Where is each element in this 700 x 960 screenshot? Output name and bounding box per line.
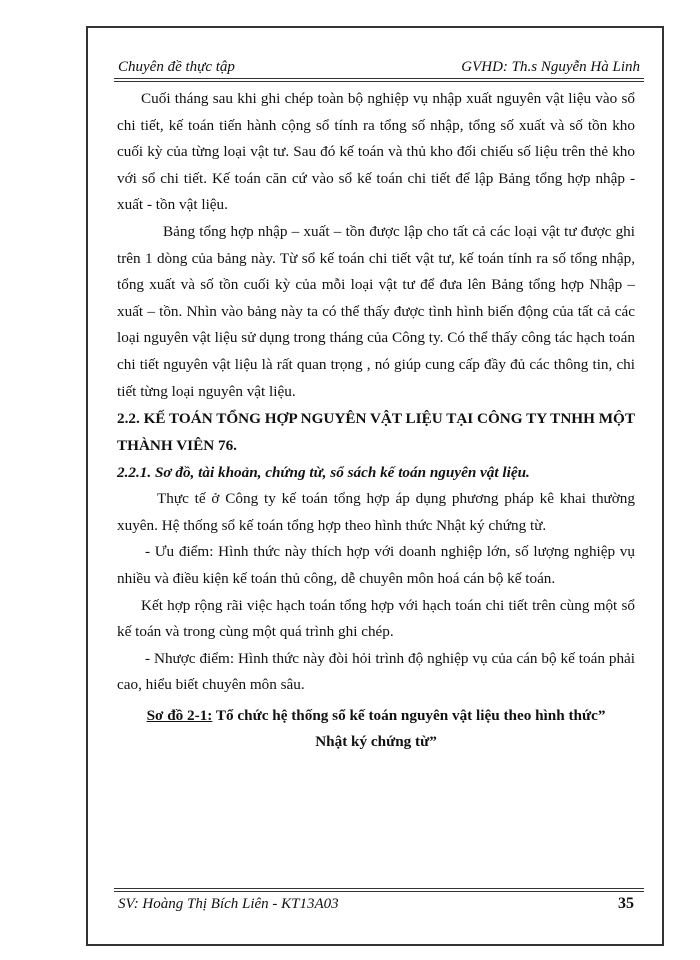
subsection-heading: 2.2.1. Sơ đồ, tài khoản, chứng từ, sổ sách kế toán nguyên vật liệu. [117, 464, 530, 482]
page-number: 35 [618, 895, 634, 912]
page-header [118, 50, 640, 76]
section-heading: 2.2. KẾ TOÁN TỔNG HỢP NGUYÊN VẬT LIỆU TẠI CÔNG TY TNHH MỘT THÀNH VIÊN 76. [117, 410, 635, 455]
header-course-title: Chuyên đề thực tập [118, 59, 235, 75]
diagram-title-line-1: Tổ chức hệ thống sổ kế toán nguyên vật liệu theo hình thức” [212, 706, 606, 724]
diagram-label: Sơ đồ 2-1: [146, 706, 213, 724]
footer-student: SV: Hoàng Thị Bích Liên - KT13A03 [118, 895, 339, 912]
paragraph-summary-table: Bảng tổng hợp nhập – xuất – tồn được lập cho tất cả các loại vật tư được ghi trên 1 dòng của bảng này. Từ sổ kế toán chi tiết vật tư, kế toán tính ra số tổng nhập, tổng xuất và số tồn cuối kỳ của mỗi loại vật tư để đưa lên Bảng tổng hợp Nhập – xuất – tồn. Nhìn vào bảng này ta có thể thấy được tình hình biến động của tất cả các loại nguyên vật liệu sử dụng trong tháng của Công ty. Có thể thấy công tác hạch toán chi tiết nguyên vật liệu là rất quan trọng , nó giúp cung cấp đầy đủ các thông tin, chi tiết từng loại nguyên vật liệu. [117, 222, 635, 400]
paragraph-combination: Kết hợp rộng rãi việc hạch toán tổng hợp với hạch toán chi tiết trên cùng một sổ kế toán và trong cùng một quá trình ghi chép. [117, 596, 635, 641]
page-footer [118, 892, 634, 916]
header-supervisor: GVHD: Th.s Nguyễn Hà Linh [461, 59, 640, 75]
paragraph-monthly-summary: Cuối tháng sau khi ghi chép toàn bộ nghiệp vụ nhập xuất nguyên vật liệu vào sổ chi tiết, kế toán tiến hành cộng sổ tính ra tổng số nhập, tổng số xuất và số tồn kho cuối kỳ của từng loại vật tư. Sau đó kế toán và thủ kho đối chiếu số liệu trên thẻ kho với sổ chi tiết. Kế toán căn cứ vào sổ kế toán chi tiết để lập Bảng tổng hợp nhập - xuất - tồn vật liệu. [117, 90, 635, 214]
paragraph-disadvantages: - Nhược điểm: Hình thức này đòi hỏi trình độ nghiệp vụ của cán bộ kế toán phải cao, hiểu biết chuyên môn sâu. [117, 649, 635, 694]
header-divider [114, 78, 644, 82]
diagram-caption [117, 703, 635, 755]
paragraph-advantages: - Ưu điểm: Hình thức này thích hợp với doanh nghiệp lớn, số lượng nghiệp vụ nhiều và điều kiện kế toán thủ công, dễ chuyên môn hoá cán bộ kế toán. [117, 543, 635, 587]
paragraph-method: Thực tế ở Công ty kế toán tổng hợp áp dụng phương pháp kê khai thường xuyên. Hệ thống sổ kế toán tổng hợp theo hình thức Nhật ký chứng từ. [117, 490, 635, 534]
document-body [117, 86, 635, 755]
diagram-title-line-2: Nhật ký chứng từ” [315, 732, 437, 750]
